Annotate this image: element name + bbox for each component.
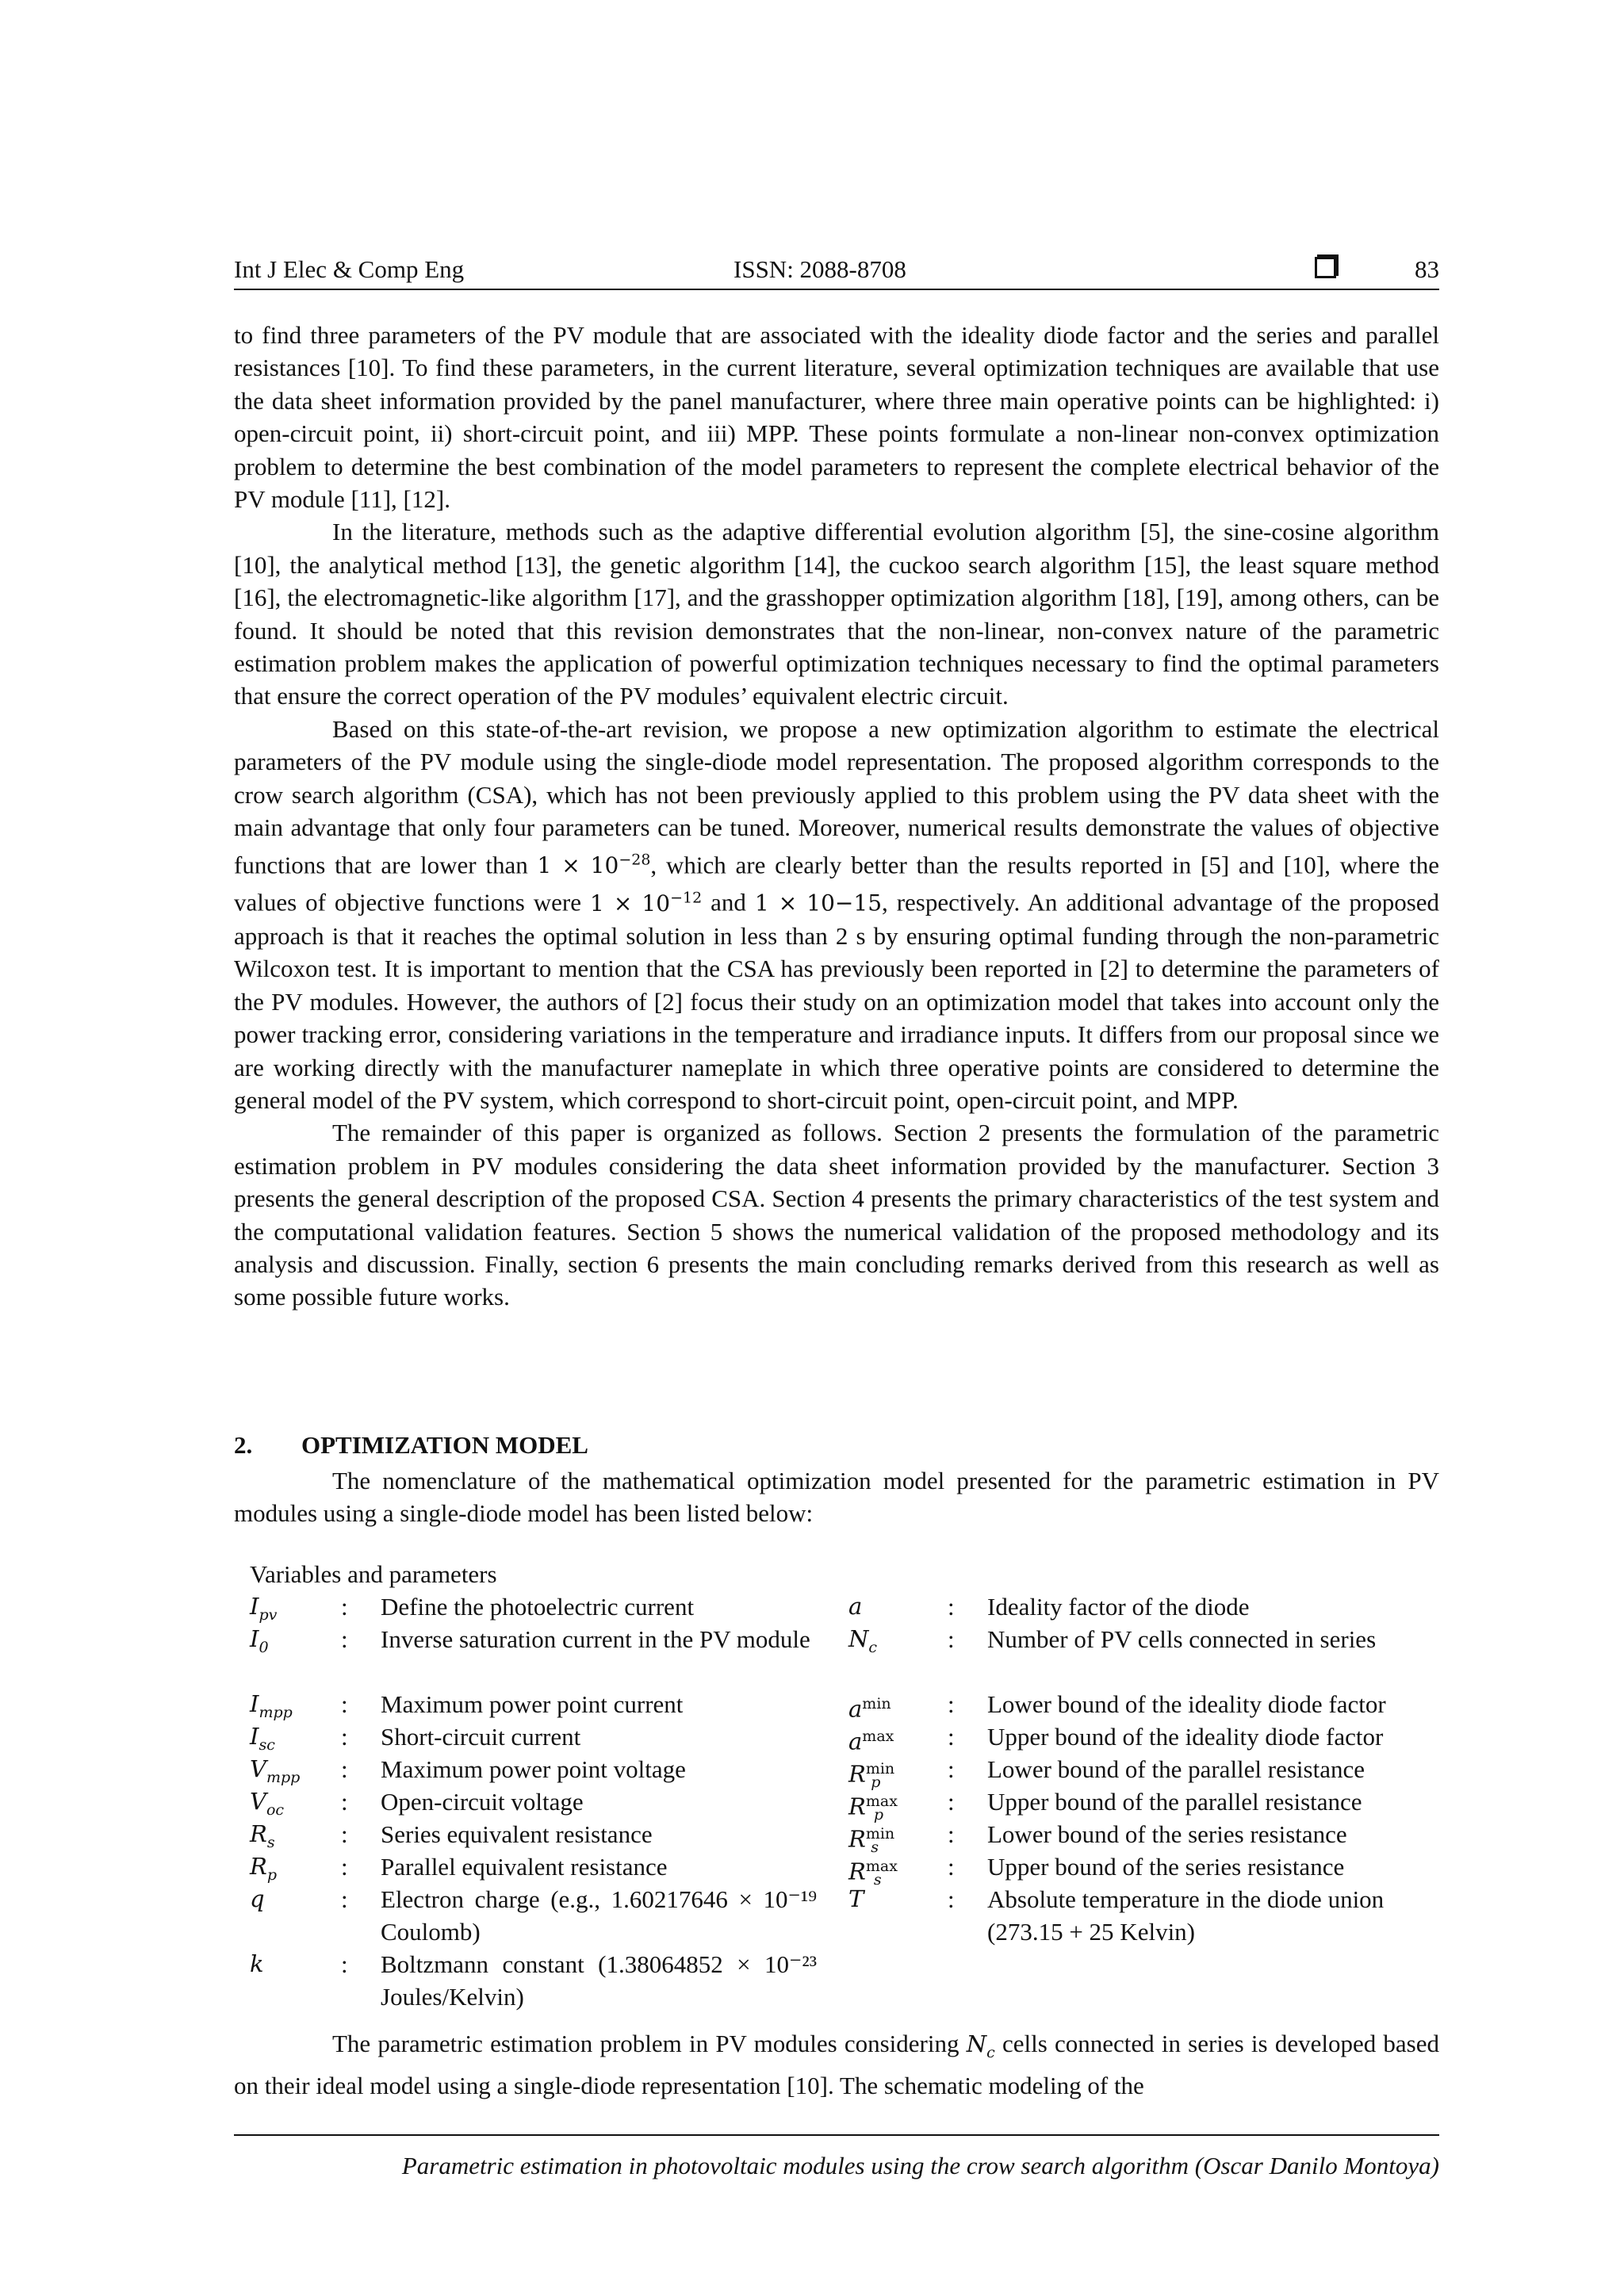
nomenclature-description: Number of PV cells connected in series [987, 1625, 1377, 1653]
nomenclature-colon: : [948, 1690, 955, 1718]
nomenclature-symbol: q [250, 1885, 265, 1912]
nomenclature-description: Lower bound of the ideality diode factor [987, 1690, 1386, 1718]
nomenclature-row [250, 1785, 1439, 1824]
nomenclature-symbol: $I_{mpp}$ [250, 1690, 293, 1721]
paragraph-1: to find three parameters of the PV module that are associated with the ideality diode factor and the series and parallel resistances [10]. To find these parameters, in the current literature, several optimization techniques are available that use the data sheet information provided by the panel manufacturer, where three main operative points can be highlighted: i) open-circuit point, ii) short-circuit point, and iii) MPP. These points formulate a non-linear non-convex optimization problem to determine the best combination of the model parameters to represent the complete electrical behavior of the PV module [11], [12]. [234, 321, 1439, 514]
body-text [234, 319, 1439, 1314]
nomenclature-description: Lower bound of the parallel resistance [987, 1755, 1365, 1783]
nomenclature-symbol: $a^{min}$ [848, 1695, 891, 1723]
nomenclature-colon: : [948, 1885, 955, 1913]
nomenclature-symbol: $I_{pv}$ [250, 1593, 278, 1624]
nomenclature-row [250, 1590, 1439, 1623]
nomenclature-colon: : [341, 1820, 348, 1848]
paragraph-4: The remainder of this paper is organized as follows. Section 2 presents the formulation of the parametric estimation problem in PV modules considering the data sheet information provided by the manufacturer. Section 3 presents the general description of the proposed CSA. Section 4 presents the primary characteristics of the test system and the computational validation features. Section 5 shows the numerical validation of the proposed methodology and its analysis and discussion. Finally, section 6 presents the main concluding remarks derived from this research as well as some possible future works. [234, 1119, 1439, 1311]
nomenclature-symbol: T [848, 1885, 864, 1912]
nomenclature-description: Upper bound of the series resistance [987, 1853, 1345, 1881]
paragraph-3-text-d: , respectively. An additional advantage of the proposed approach is that it reaches the optimal solution in less than 2 s by ensuring optimal funding through the non-parametric Wilcoxon test. It is important to mention that the CSA has previously been reported in [2] to determine the parameters of the PV modules. However, the authors of [2] focus their study on an optimization model that takes into account only the power tracking error, considering variations in the temperature and irradiance inputs. It differs from our proposal since we are working directly with the manufacturer nameplate in which three operative points are considered to determine the general model of the PV system, which correspond to short-circuit point, open-circuit point, and MPP. [234, 888, 1440, 1114]
nomenclature-symbol: $I_{sc}$ [250, 1723, 275, 1754]
nomenclature-list [250, 1558, 1439, 2011]
nomenclature-colon: : [341, 1723, 348, 1751]
nomenclature-symbol: $N_c$ [848, 1625, 878, 1656]
nomenclature-symbol: $V_{oc}$ [250, 1788, 285, 1819]
nomenclature-colon: : [948, 1723, 955, 1751]
nomenclature-description: Parallel equivalent resistance [381, 1853, 668, 1881]
nomenclature-description: Upper bound of the ideality diode factor [987, 1723, 1384, 1751]
nomenclature-description: Inverse saturation current in the PV module [381, 1625, 810, 1653]
nomenclature-title: Variables and parameters [250, 1560, 497, 1588]
issn: ISSN: 2088-8708 [733, 255, 906, 283]
math-2: $1 \times 10^{-12}$ [589, 889, 703, 916]
nomenclature-row [250, 1720, 1439, 1753]
nomenclature-description: Electron charge (e.g., 1.60217646 × 10⁻¹⁹ Coulomb) [381, 1885, 817, 1946]
nomenclature-row [250, 1688, 1439, 1723]
running-footer [234, 2134, 1439, 2179]
nomenclature-row [250, 1883, 1439, 1948]
nomenclature-intro: The nomenclature of the mathematical optimization model presented for the parametric estimation in PV modules using a single-diode model has been listed below: [234, 1467, 1439, 1528]
nomenclature-row [250, 1948, 1439, 2013]
journal-name: Int J Elec & Comp Eng [234, 255, 465, 283]
nomenclature-symbol: $R_s$ [250, 1820, 275, 1851]
nomenclature-row [250, 1623, 1439, 1688]
paragraph-2: In the literature, methods such as the adaptive differential evolution algorithm [5], the sine-cosine algorithm [10], the analytical method [13], the genetic algorithm [14], the cuckoo search algorithm [15], the least square method [16], the electromagnetic-like algorithm [17], and the grasshopper optimization algorithm [18], [19], among others, can be found. It should be noted that this revision demonstrates that the non-linear, non-convex nature of the parametric estimation problem makes the application of powerful optimization techniques necessary to find the optimal parameters that ensure the correct operation of the PV modules’ equivalent electric circuit. [234, 518, 1439, 710]
nomenclature-symbol: k [250, 1950, 264, 1977]
paragraph-3-text-b: , which are clearly better than the results reported in [5] and [10], where the values of objective functions were [234, 850, 1439, 916]
section-heading [234, 1431, 588, 1460]
nomenclature-colon: : [948, 1755, 955, 1783]
section-number: 2. [234, 1431, 253, 1459]
nomenclature-symbol: $I_0$ [250, 1625, 269, 1656]
nomenclature-description: Maximum power point current [381, 1690, 684, 1718]
nomenclature-description: Open-circuit voltage [381, 1788, 584, 1816]
nomenclature-colon: : [341, 1593, 348, 1621]
nomenclature-row [250, 1818, 1439, 1857]
nomenclature-symbol: $V_{mpp}$ [250, 1755, 301, 1786]
nomenclature-description: Absolute temperature in the diode union (273.15 + 25 Kelvin) [987, 1885, 1385, 1946]
nomenclature-symbol: $R^{min}_p$ [848, 1760, 895, 1792]
paragraph-3 [234, 713, 1439, 1117]
nomenclature-colon: : [341, 1885, 348, 1913]
nomenclature-colon: : [948, 1593, 955, 1621]
nomenclature-description: Series equivalent resistance [381, 1820, 653, 1848]
nomenclature-symbol: $R^{max}_p$ [848, 1793, 898, 1824]
nomenclature-symbol: $a^{max}$ [848, 1728, 894, 1755]
page-number: 83 [1415, 255, 1439, 283]
closing-text-b: cells connected in series is developed based on their ideal model using a single-diode representation [10]. The schematic modeling of the [234, 2030, 1440, 2100]
closing-text-a: The parametric estimation problem in PV modules considering [332, 2030, 959, 2057]
paragraph-3-text-a: Based on this state-of-the-art revision, we propose a new optimization algorithm to estimate the electrical parameters of the PV module using the single-diode model representation. The proposed algorithm corresponds to the crow search algorithm (CSA), which has not been previously applied to this problem using the PV data sheet with the main advantage that only four parameters can be tuned. Moreover, numerical results demonstrate the values of objective functions that are lower than [234, 714, 1439, 878]
nomenclature-colon: : [341, 1690, 348, 1718]
running-header [234, 252, 1439, 290]
nomenclature-symbol: a [848, 1593, 863, 1620]
nomenclature-description: Short-circuit current [381, 1723, 581, 1751]
nomenclature-description: Boltzmann constant (1.38064852 × 10⁻²³ Joules/Kelvin) [381, 1950, 817, 2011]
nomenclature-colon: : [948, 1820, 955, 1848]
nomenclature-description: Define the photoelectric current [381, 1593, 695, 1621]
nomenclature-colon: : [341, 1788, 348, 1816]
nomenclature-row [250, 1850, 1439, 1889]
nomenclature-symbol: $R_p$ [250, 1853, 278, 1884]
nomenclature-colon: : [948, 1788, 955, 1816]
nomenclature-description: Maximum power point voltage [381, 1755, 686, 1783]
nomenclature-row [250, 1753, 1439, 1792]
math-3: 1 × 10−15 [754, 890, 883, 916]
footer-text: Parametric estimation in photovoltaic modules using the crow search algorithm (Oscar Danilo Montoya) [401, 2152, 1439, 2179]
nomenclature-symbol: $R^{min}_s$ [848, 1825, 895, 1857]
nomenclature-colon: : [341, 1625, 348, 1653]
nomenclature-colon: : [341, 1853, 348, 1881]
paragraph-3-text-c: and [710, 888, 746, 916]
nomenclature-description: Upper bound of the parallel resistance [987, 1788, 1362, 1816]
closing-paragraph [234, 2027, 1439, 2103]
nomenclature-symbol: $R^{max}_s$ [848, 1858, 898, 1889]
nomenclature-colon: : [341, 1950, 348, 1978]
nomenclature-colon: : [948, 1625, 955, 1653]
nomenclature-description: Ideality factor of the diode [987, 1593, 1250, 1621]
math-1: $1 \times 10^{-28}$ [537, 851, 651, 878]
symbol-nc: $N_c$ [966, 2030, 995, 2061]
section-title: OPTIMIZATION MODEL [301, 1431, 588, 1459]
nomenclature-colon: : [948, 1853, 955, 1881]
nomenclature-description: Lower bound of the series resistance [987, 1820, 1347, 1848]
nomenclature-colon: : [341, 1755, 348, 1783]
